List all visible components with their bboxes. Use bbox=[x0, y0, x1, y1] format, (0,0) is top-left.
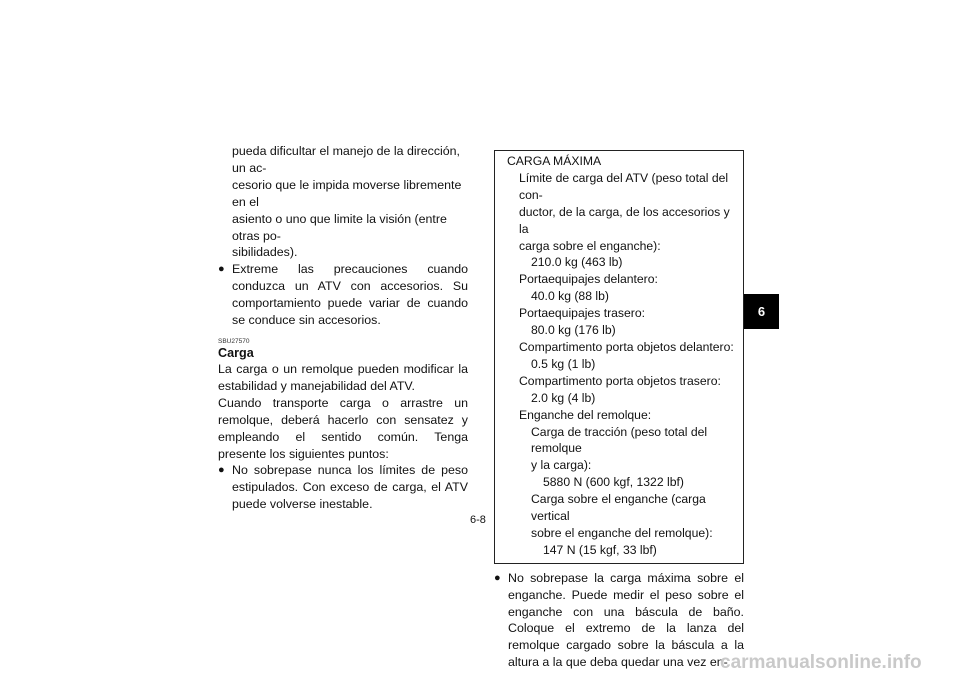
text-line: asiento o uno que limite la visión (entre otras po- bbox=[232, 211, 447, 243]
box-line: Carga de tracción (peso total del remolque bbox=[531, 424, 708, 456]
bullet-icon: ● bbox=[218, 464, 225, 477]
section-code: SBU27570 bbox=[218, 337, 250, 345]
box-line: Portaequipajes delantero: bbox=[519, 272, 658, 287]
box-line: 210.0 kg (463 lb) bbox=[531, 255, 623, 270]
text-line: cesorio que le impida moverse libremente en el bbox=[232, 177, 462, 209]
box-line: 2.0 kg (4 lb) bbox=[531, 390, 596, 405]
box-line: Compartimento porta objetos delantero: bbox=[519, 339, 734, 354]
bullet-text: No sobrepase la carga máxima sobre el enganche. Puede medir el peso sobre el enganche con una báscula de baño. Coloque el extremo de la lanza del remolque cargado sobre la báscula a la altura a la que deba quedar una vez en- bbox=[508, 570, 744, 670]
box-line: sobre el enganche del remolque): bbox=[531, 525, 713, 540]
box-line: y la carga): bbox=[531, 458, 592, 473]
paragraph: Cuando transporte carga o arrastre un remolque, deberá hacerlo con sensatez y empleando el sentido común. Tenga presente los siguientes puntos: bbox=[218, 395, 468, 461]
box-line: 40.0 kg (88 lb) bbox=[531, 289, 609, 304]
box-line: Compartimento porta objetos trasero: bbox=[519, 373, 721, 388]
box-line: Límite de carga del ATV (peso total del con- bbox=[519, 170, 729, 202]
bullet-item bbox=[494, 570, 744, 671]
box-line: ductor, de la carga, de los accesorios y la bbox=[519, 204, 730, 236]
right-column bbox=[494, 150, 744, 671]
bullet-text: Extreme las precauciones cuando conduzca un ATV con accesorios. Su comportamiento puede variar de cuando se conduce sin accesorios. bbox=[232, 262, 468, 328]
bullet-item bbox=[218, 261, 468, 329]
paragraph: La carga o un remolque pueden modificar la estabilidad y manejabilidad del ATV. bbox=[218, 361, 468, 393]
box-line: Portaequipajes trasero: bbox=[519, 306, 646, 321]
box-line: 0.5 kg (1 lb) bbox=[531, 356, 596, 371]
section-heading: Carga bbox=[218, 345, 254, 360]
box-line: Enganche del remolque: bbox=[519, 407, 652, 422]
bullet-icon: ● bbox=[218, 263, 225, 276]
box-line: 80.0 kg (176 lb) bbox=[531, 323, 616, 338]
page-number: 6-8 bbox=[470, 514, 486, 526]
text-line: pueda dificultar el manejo de la dirección, un ac- bbox=[232, 144, 460, 175]
box-line: carga sobre el enganche): bbox=[519, 238, 661, 253]
box-line: 5880 N (600 kgf, 1322 lbf) bbox=[543, 475, 684, 490]
box-line: 147 N (15 kgf, 33 lbf) bbox=[543, 542, 657, 557]
left-column bbox=[218, 143, 468, 513]
bullet-icon: ● bbox=[494, 571, 501, 584]
box-title: CARGA MÁXIMA bbox=[507, 154, 602, 168]
text-line: sibilidades). bbox=[232, 245, 298, 260]
max-load-box bbox=[494, 150, 744, 564]
bullet-item bbox=[218, 462, 468, 513]
continued-text bbox=[218, 143, 468, 261]
bullet-text: No sobrepase nunca los límites de peso estipulados. Con exceso de carga, el ATV puede volverse inestable. bbox=[232, 463, 468, 512]
watermark: carmanualsonline.info bbox=[720, 652, 922, 673]
chapter-tab: 6 bbox=[744, 294, 779, 329]
box-line: Carga sobre el enganche (carga vertical bbox=[531, 492, 706, 524]
